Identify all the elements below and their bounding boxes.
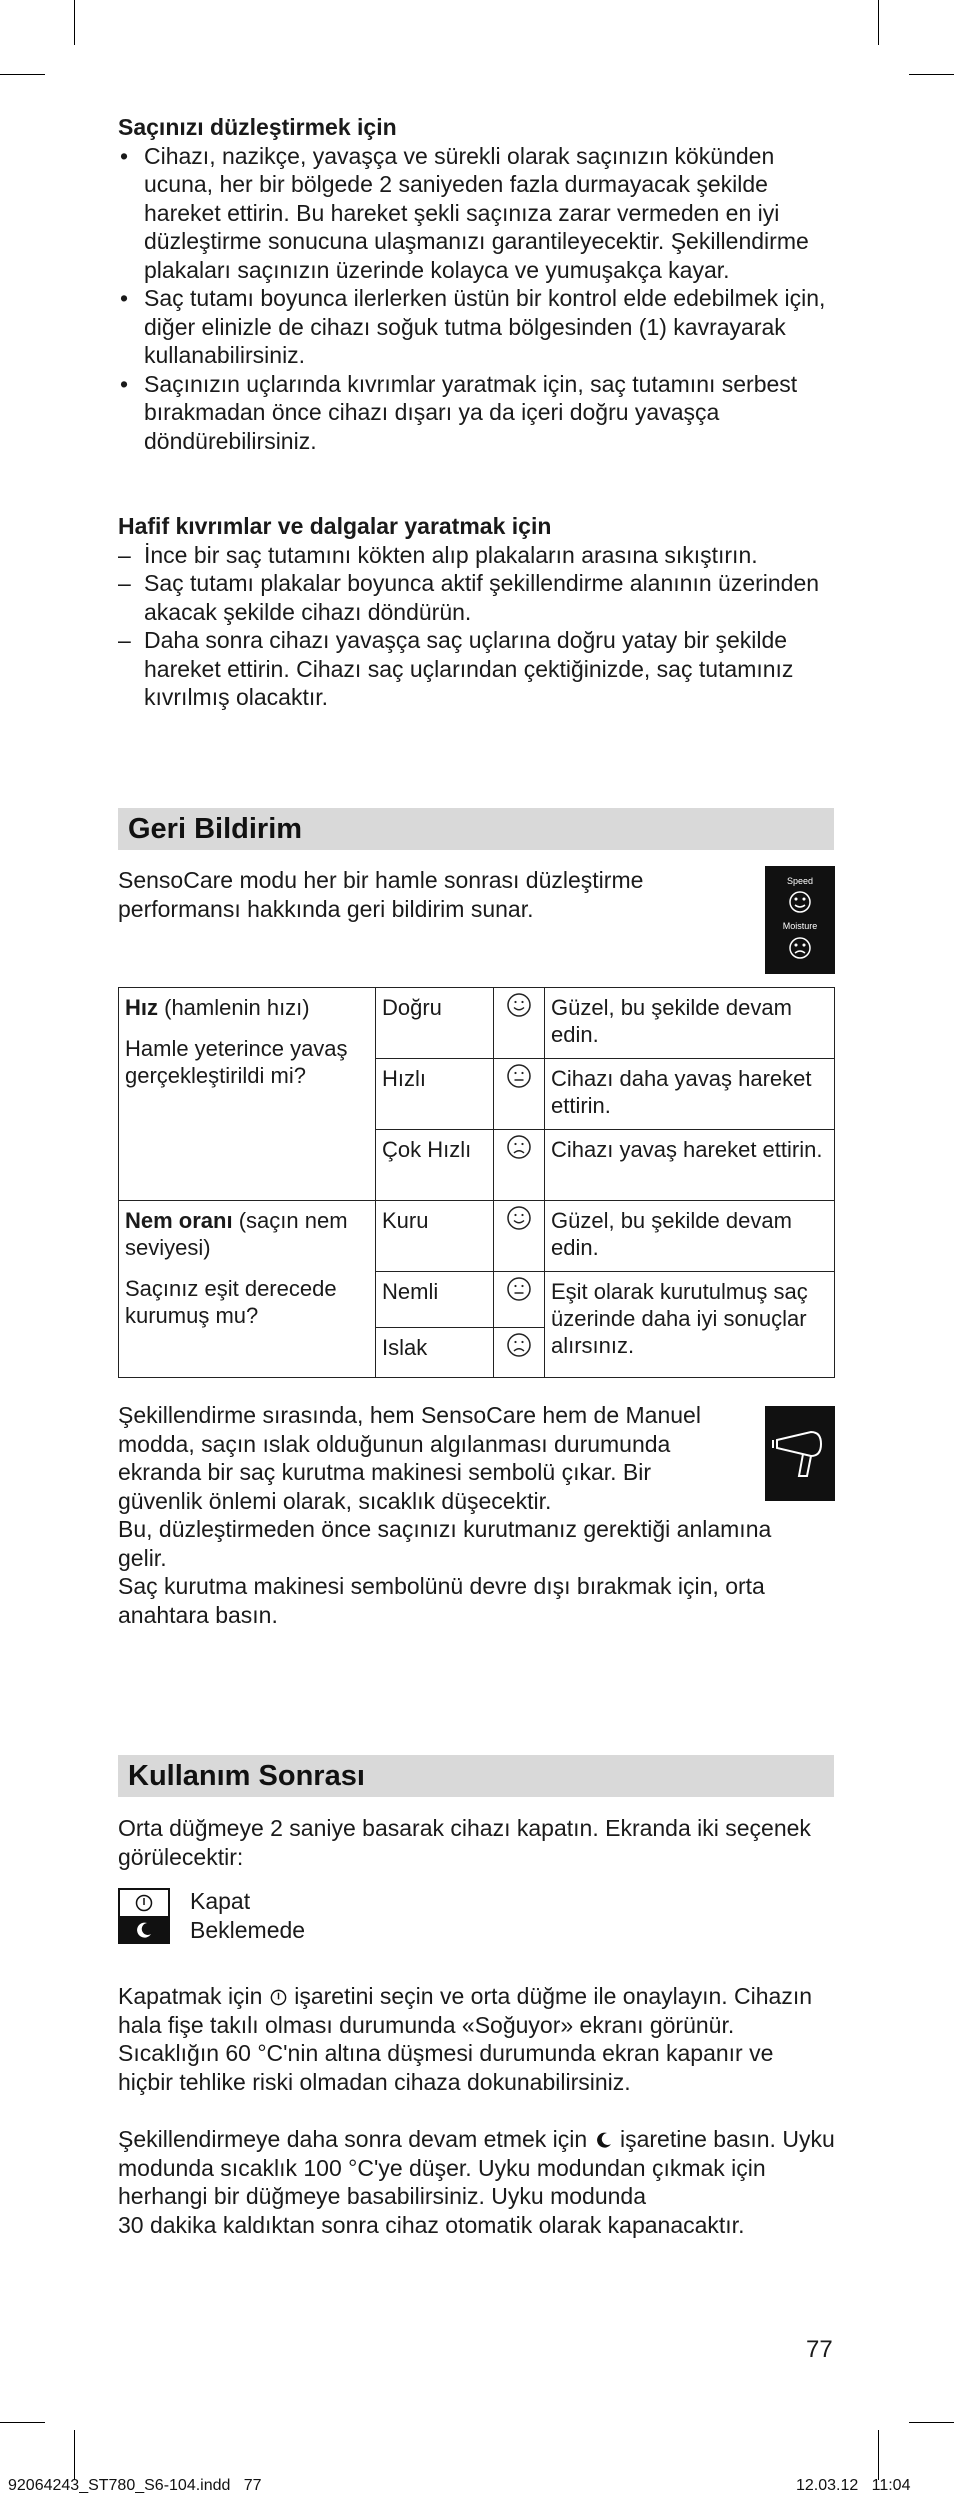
speed-label-rest: (hamlenin hızı) — [158, 995, 310, 1020]
hair-dryer-icon — [765, 1406, 835, 1501]
display-options — [118, 1888, 170, 1944]
state-cell: Islak — [376, 1328, 494, 1378]
table-row — [119, 1201, 835, 1272]
moisture-label-bold: Nem oranı — [125, 1208, 233, 1233]
standby-option — [118, 1916, 170, 1944]
option-label-standby: Beklemede — [190, 1916, 306, 1943]
moisture-question: Saçınız eşit derecede kurumuş mu? — [125, 1276, 337, 1328]
happy-face-icon — [790, 892, 810, 912]
sensocare-display-icon — [765, 866, 835, 974]
feedback-intro: SensoCare modu her bir hamle sonrası düzleştirme performansı hakkında geri bildirim sunar. — [118, 867, 644, 922]
power-icon — [269, 1988, 288, 2007]
moon-icon — [134, 1920, 154, 1940]
list-item: • Saçınızın uçlarında kıvrımlar yaratmak için, saç tutamını serbest bırakmadan önce cihazı dışarı ya da içeri doğru yavaşça döndürebilirsiniz. — [118, 370, 834, 456]
sad-face-icon — [790, 938, 810, 958]
state-cell: Nemli — [376, 1272, 494, 1328]
advice-cell: Cihazı yavaş hareket ettirin. — [545, 1130, 835, 1201]
text-fragment: Kapatmak için — [118, 1983, 269, 2009]
text-fragment: Şekillendirmeye daha sonra devam etmek için — [118, 2126, 594, 2152]
standby-paragraph — [118, 2125, 843, 2239]
crop-mark — [0, 2422, 45, 2423]
face-cell — [494, 1059, 545, 1130]
option-labels — [190, 1887, 305, 1944]
speed-criterion-cell — [119, 988, 376, 1201]
state-cell: Çok Hızlı — [376, 1130, 494, 1201]
moisture-criterion-cell — [119, 1201, 376, 1378]
curls-section — [118, 512, 834, 712]
sad-face-icon — [506, 1332, 532, 1358]
happy-face-icon — [506, 1205, 532, 1231]
table-row — [119, 988, 835, 1059]
list-item: – Saç tutamı plakalar boyunca aktif şekillendirme alanının üzerinden akacak şekilde cihazı döndürün. — [118, 569, 834, 626]
state-cell: Kuru — [376, 1201, 494, 1272]
wet-hair-text — [118, 1401, 798, 1629]
speed-label: Speed — [786, 876, 814, 886]
face-cell — [494, 1130, 545, 1201]
advice-cell: Güzel, bu şekilde devam edin. — [545, 988, 835, 1059]
speed-label-bold: Hız — [125, 995, 158, 1020]
power-icon — [134, 1893, 154, 1913]
dash-list — [118, 541, 834, 712]
crop-mark — [0, 74, 45, 75]
speed-question: Hamle yeterince yavaş gerçekleştirildi mi? — [125, 1036, 348, 1088]
moisture-label-rest: (saçın nem seviyesi) — [125, 1208, 348, 1260]
wet-paragraph: Şekillendirme sırasında, hem SensoCare hem de Manuel modda, saçın ıslak olduğunun algılanması durumunda ekranda bir saç kurutma makinesi sembolü çıkar. Bir güvenlik önlemi olarak, sıcaklık düşecektir. — [118, 1402, 701, 1514]
face-cell — [494, 1272, 545, 1328]
happy-face-icon — [506, 992, 532, 1018]
slug-file: 92064243_ST780_S6-104.indd 77 — [8, 2477, 262, 2494]
state-cell: Doğru — [376, 988, 494, 1059]
moon-icon — [594, 2130, 614, 2150]
neutral-face-icon — [506, 1276, 532, 1302]
bullet-list — [118, 142, 834, 456]
section-title-after-use: Kullanım Sonrası — [118, 1755, 834, 1797]
crop-mark — [74, 0, 75, 45]
advice-cell: Eşit olarak kurutulmuş saç üzerinde daha iyi sonuçlar alırsınız. — [545, 1272, 835, 1378]
straightening-section — [118, 113, 834, 455]
text-fragment: işaretini seçin ve orta düğme ile onaylayın. Cihazın hala fişe takılı olması durumunda «Soğuyor» ekranı görünür. Sıcaklığın 60 °C'nin altına düşmesi durumunda ekran kapanır ve hiçbir tehlike riski olmadan cihaza dokunabilirsiniz. — [118, 1983, 813, 2095]
power-option — [118, 1888, 170, 1916]
text-fragment: işaretine basın. Uyku modunda sıcaklık 100 °C'ye düşer. Uyku modundan çıkmak için herhangi bir düğmeye basabilirsiniz. Uyku modunda — [118, 2126, 835, 2209]
feedback-table — [118, 987, 835, 1378]
advice-cell: Cihazı daha yavaş hareket ettirin. — [545, 1059, 835, 1130]
crop-mark — [909, 74, 954, 75]
page-number: 77 — [806, 2336, 833, 2363]
list-item: • Cihazı, nazikçe, yavaşça ve sürekli olarak saçınızın kökünden ucuna, her bir bölgede 2 saniyeden fazla durmayacak şekilde hareket ettirin. Bu hareket şekli saçınıza zarar vermeden en iyi düzleştirme sonucuna ulaşmanızı garantileyecektir. Şekillendirme plakaları saçınızın üzerinde kolayca ve yumuşakça kayar. — [118, 142, 834, 285]
list-item: – İnce bir saç tutamını kökten alıp plakaların arasına sıkıştırın. — [118, 541, 834, 570]
crop-mark — [878, 0, 879, 45]
list-item: – Daha sonra cihazı yavaşça saç uçlarına doğru yatay bir şekilde hareket ettirin. Cihazı saç uçlarından çektiğinizde, saç tutamınız kıvrılmış olacaktır. — [118, 626, 834, 712]
moisture-label: Moisture — [782, 921, 818, 931]
neutral-face-icon — [506, 1063, 532, 1089]
face-cell — [494, 1328, 545, 1378]
wet-paragraph: Bu, düzleştirmeden önce saçınızı kurutmanız gerektiği anlamına gelir. — [118, 1516, 772, 1571]
option-label-off: Kapat — [190, 1888, 251, 1914]
after-use-intro: Orta düğmeye 2 saniye basarak cihazı kapatın. Ekranda iki seçenek görülecektir: — [118, 1815, 811, 1870]
advice-cell: Güzel, bu şekilde devam edin. — [545, 1201, 835, 1272]
state-cell: Hızlı — [376, 1059, 494, 1130]
section-heading: Saçınızı düzleştirmek için — [118, 114, 397, 140]
section-heading: Hafif kıvrımlar ve dalgalar yaratmak için — [118, 513, 552, 539]
face-cell — [494, 1201, 545, 1272]
slug-date: 12.03.12 11:04 — [796, 2477, 911, 2494]
wet-paragraph: Saç kurutma makinesi sembolünü devre dışı bırakmak için, orta anahtara basın. — [118, 1573, 765, 1628]
list-item: • Saç tutamı boyunca ilerlerken üstün bir kontrol elde edebilmek için, diğer elinizle de cihazı soğuk tutma bölgesinden (1) kavrayarak kullanabilirsiniz. — [118, 284, 834, 370]
crop-mark — [909, 2422, 954, 2423]
section-title-feedback: Geri Bildirim — [118, 808, 834, 850]
text-fragment: 30 dakika kaldıktan sonra cihaz otomatik olarak kapanacaktır. — [118, 2211, 745, 2238]
power-off-paragraph — [118, 1982, 818, 2096]
sad-face-icon — [506, 1134, 532, 1160]
face-cell — [494, 988, 545, 1059]
